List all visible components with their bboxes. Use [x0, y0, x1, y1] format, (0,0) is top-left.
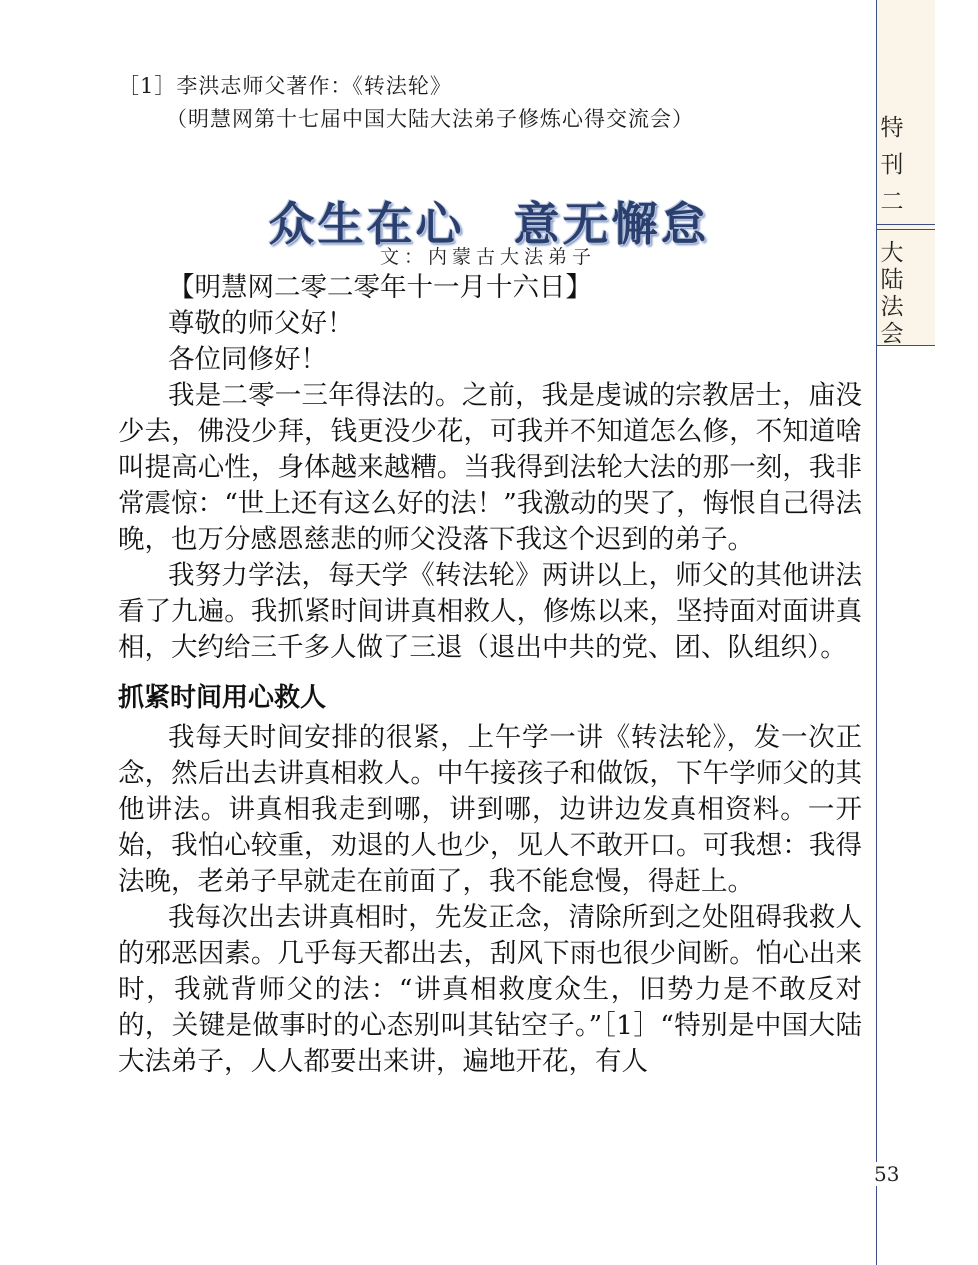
tab-char: 会 [880, 321, 904, 347]
paragraph: 我是二零一三年得法的。之前，我是虔诚的宗教居士，庙没少去，佛没少拜，钱更没少花，可我并不知道怎么修，不知道啥叫提高心性，身体越来越糟。当我得到法轮大法的那一刻，我非常震惊：“世上还有这么好的法！”我激动的哭了，悔恨自己得法晚，也万分感恩慈悲的师父没落下我这个迟到的弟子。 [118, 380, 862, 555]
tab-char: 法 [880, 294, 904, 320]
section-heading: 抓紧时间用心救人 [118, 683, 327, 713]
paragraph: 我努力学法，每天学《转法轮》两讲以上，师父的其他讲法看了九遍。我抓紧时间讲真相救人，修炼以来，坚持面对面讲真相，大约给三千多人做了三退（退出中共的党、团、队组织）。 [118, 560, 862, 663]
article-title: 众生在心 意无懈怠 [268, 197, 710, 251]
article-dateline: 【明慧网二零二零年十一月十六日】 [168, 272, 592, 303]
article-byline: 文：内蒙古大法弟子 [380, 246, 597, 268]
page-number: 53 [874, 1162, 900, 1186]
footnote-reference: ［1］李洪志师父著作：《转法轮》 [118, 74, 452, 98]
paragraph: 我每天时间安排的很紧，上午学一讲《转法轮》，发一次正念，然后出去讲真相救人。中午接孩子和做饭，下午学师父的其他讲法。讲真相我走到哪，讲到哪，边讲边发真相资料。一开始，我怕心较重，劝退的人也少，见人不敢开口。可我想：我得法晚，老弟子早就走在前面了，我不能怠慢，得赶上。 [118, 722, 862, 897]
tab-char: 二 [880, 189, 904, 215]
tab-label-mainland-conference [877, 240, 907, 348]
tab-char: 大 [880, 240, 904, 266]
tab-label-special-issue [877, 110, 907, 221]
tab-char: 特 [880, 115, 904, 141]
greeting-fellow: 各位同修好！ [168, 344, 327, 375]
article-body [118, 270, 862, 1080]
tab-char: 刊 [880, 152, 904, 178]
paragraph: 我每次出去讲真相时，先发正念，清除所到之处阻碍我救人的邪恶因素。几乎每天都出去，刮风下雨也很少间断。怕心出来时，我就背师父的法：“讲真相救度众生，旧势力是不敢反对的，关键是做事时的心态别叫其钻空子。”［1］“特别是中国大陆大法弟子，人人都要出来讲，遍地开花，有人 [118, 902, 862, 1077]
previous-article-source: （明慧网第十七届中国大陆大法弟子修炼心得交流会） [166, 107, 694, 131]
greeting-master: 尊敬的师父好！ [168, 308, 354, 339]
tab-divider [877, 224, 935, 230]
tab-char: 陆 [880, 267, 904, 293]
section-tab [877, 0, 935, 346]
